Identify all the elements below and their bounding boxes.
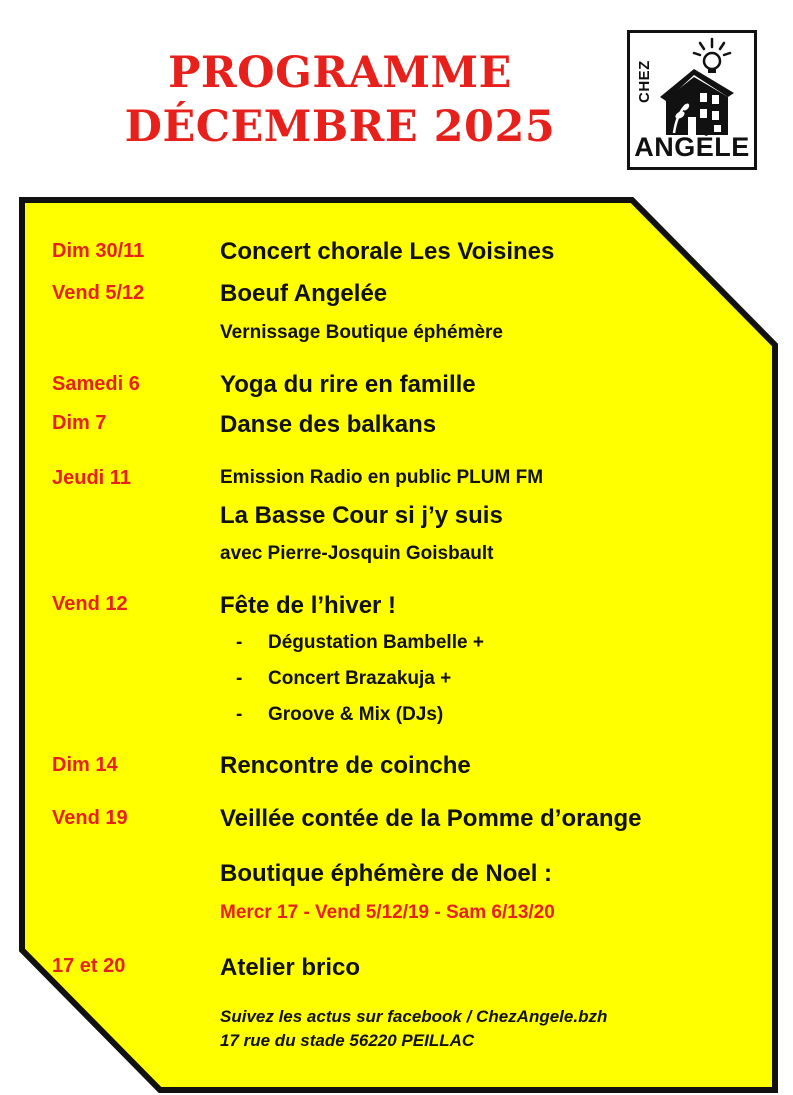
date-label: Vend 5/12 xyxy=(52,282,145,304)
bullet-dash: - xyxy=(236,632,243,653)
event-title: Rencontre de coinche xyxy=(220,752,471,779)
date-label: Samedi 6 xyxy=(52,373,140,395)
date-label: 17 et 20 xyxy=(52,955,126,977)
event-title: Veillée contée de la Pomme d’orange xyxy=(220,805,642,832)
event-pretitle: Emission Radio en public PLUM FM xyxy=(220,467,544,488)
event-title: Danse des balkans xyxy=(220,411,437,438)
event-subtitle: Vernissage Boutique éphémère xyxy=(220,322,503,343)
logo-word-chez: CHEZ xyxy=(636,60,653,103)
date-label: Dim 14 xyxy=(52,754,118,776)
footer-social-line: Suivez les actus sur facebook / ChezAngele.bzh xyxy=(220,1007,608,1026)
event-title: Atelier brico xyxy=(220,954,361,981)
event-title: Yoga du rire en famille xyxy=(220,371,476,398)
date-label: Vend 19 xyxy=(52,807,128,829)
title-line-1: PROGRAMME xyxy=(168,48,512,98)
date-label: Vend 12 xyxy=(52,593,128,615)
list-item: - Dégustation Bambelle + xyxy=(236,632,484,653)
event-title: Fête de l’hiver ! xyxy=(220,592,397,619)
event-title: La Basse Cour si j’y suis xyxy=(220,502,503,529)
list-item: - Concert Brazakuja + xyxy=(236,668,452,689)
event-subtitle: avec Pierre-Josquin Goisbault xyxy=(220,543,494,564)
footer-address-line: 17 rue du stade 56220 PEILLAC xyxy=(220,1031,475,1050)
list-item: - Groove & Mix (DJs) xyxy=(236,704,444,725)
footer-info xyxy=(220,1005,607,1053)
bullet-dash: - xyxy=(236,668,243,689)
date-label: Dim 7 xyxy=(52,412,107,434)
date-label: Dim 30/11 xyxy=(52,240,145,262)
event-title: Boutique éphémère de Noel : xyxy=(220,860,553,887)
logo-word-angele: ANGÈLE xyxy=(634,132,750,162)
event-dates: Mercr 17 - Vend 5/12/19 - Sam 6/13/20 xyxy=(220,902,555,923)
title-line-2: DÉCEMBRE 2025 xyxy=(124,102,556,152)
bullet-dash: - xyxy=(236,704,243,725)
date-label: Jeudi 11 xyxy=(52,467,131,489)
event-title: Boeuf Angelée xyxy=(220,280,388,307)
event-title: Concert chorale Les Voisines xyxy=(220,238,555,265)
